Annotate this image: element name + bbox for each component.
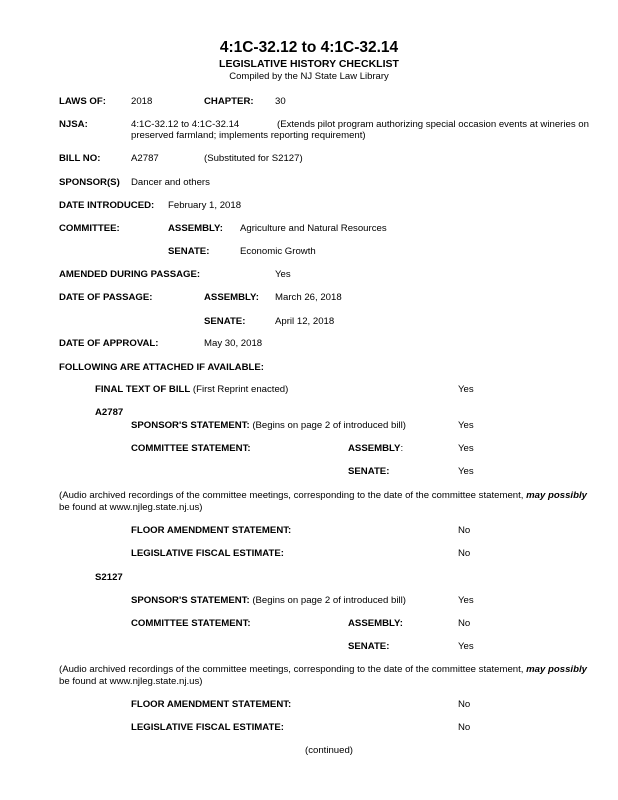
a2787-sponsor-statement-note: (Begins on page 2 of introduced bill) [252, 420, 406, 431]
passage-assembly-label: ASSEMBLY: [204, 292, 259, 303]
a2787-heading: A2787 [95, 407, 124, 418]
page-title: 4:1C-32.12 to 4:1C-32.14 [219, 39, 399, 56]
a2787-sponsor-statement-value: Yes [458, 420, 474, 431]
s2127-sponsor-statement-row [131, 595, 406, 607]
a2787-audio-note-text: (Audio archived recordings of the committee meetings, corresponding to the date of the committee statement, [59, 490, 524, 501]
passage-senate-value: April 12, 2018 [275, 316, 335, 327]
s2127-sponsor-statement-value: Yes [458, 595, 474, 606]
a2787-floor-amendment-value: No [458, 525, 471, 536]
s2127-committee-assembly-value: No [458, 618, 471, 629]
s2127-fiscal-estimate-label: LEGISLATIVE FISCAL ESTIMATE: [131, 722, 284, 733]
a2787-sponsor-statement-row [131, 420, 406, 432]
s2127-sponsor-statement-label: SPONSOR'S STATEMENT: [131, 595, 250, 606]
a2787-committee-senate-value: Yes [458, 466, 474, 477]
njsa-description-line1: (Extends pilot program authorizing special occasion events at wineries on [277, 119, 589, 130]
laws-of-value: 2018 [131, 96, 153, 107]
page-subtitle: LEGISLATIVE HISTORY CHECKLIST [219, 58, 399, 70]
s2127-committee-senate-value: Yes [458, 641, 474, 652]
date-of-approval-value: May 30, 2018 [204, 338, 263, 349]
s2127-floor-amendment-label: FLOOR AMENDMENT STATEMENT: [131, 699, 292, 710]
passage-assembly-value: March 26, 2018 [275, 292, 342, 303]
s2127-audio-note-line2: be found at www.njleg.state.nj.us) [59, 676, 203, 687]
s2127-heading: S2127 [95, 572, 123, 583]
committee-assembly-value: Agriculture and Natural Resources [240, 223, 387, 234]
final-text-value: Yes [458, 384, 474, 395]
sponsor-label: SPONSOR(S) [59, 177, 120, 188]
chapter-value: 30 [275, 96, 286, 107]
a2787-fiscal-estimate-value: No [458, 548, 471, 559]
committee-senate-value: Economic Growth [240, 246, 316, 257]
s2127-audio-note-text: (Audio archived recordings of the committee meetings, corresponding to the date of the committee statement, [59, 664, 524, 675]
date-of-passage-label: DATE OF PASSAGE: [59, 292, 153, 303]
a2787-committee-assembly-label: ASSEMBLY [348, 443, 401, 454]
attached-heading: FOLLOWING ARE ATTACHED IF AVAILABLE: [59, 362, 264, 373]
a2787-committee-assembly-value: Yes [458, 443, 474, 454]
s2127-fiscal-estimate-value: No [458, 722, 471, 733]
date-introduced-label: DATE INTRODUCED: [59, 200, 155, 211]
a2787-fiscal-estimate-label: LEGISLATIVE FISCAL ESTIMATE: [131, 548, 284, 559]
a2787-audio-note-emphasis: may possibly [526, 490, 587, 501]
s2127-floor-amendment-value: No [458, 699, 471, 710]
a2787-committee-statement-label: COMMITTEE STATEMENT: [131, 443, 251, 454]
njsa-description-line2: preserved farmland; implements reporting requirement) [131, 130, 366, 141]
a2787-audio-note-line2: be found at www.njleg.state.nj.us) [59, 502, 203, 513]
s2127-sponsor-statement-note: (Begins on page 2 of introduced bill) [252, 595, 406, 606]
chapter-label: CHAPTER: [204, 96, 254, 107]
sponsor-value: Dancer and others [131, 177, 210, 188]
s2127-audio-note-line1 [59, 664, 587, 676]
amended-value: Yes [275, 269, 291, 280]
committee-assembly-label: ASSEMBLY: [168, 223, 223, 234]
bill-no-value: A2787 [131, 153, 159, 164]
compiled-by: Compiled by the NJ State Law Library [229, 71, 389, 82]
a2787-sponsor-statement-label: SPONSOR'S STATEMENT: [131, 420, 250, 431]
a2787-floor-amendment-label: FLOOR AMENDMENT STATEMENT: [131, 525, 292, 536]
s2127-committee-statement-label: COMMITTEE STATEMENT: [131, 618, 251, 629]
s2127-committee-senate-label: SENATE: [348, 641, 390, 652]
final-text-label: FINAL TEXT OF BILL [95, 384, 191, 395]
njsa-value: 4:1C-32.12 to 4:1C-32.14 [131, 119, 240, 130]
bill-no-label: BILL NO: [59, 153, 101, 164]
laws-of-label: LAWS OF: [59, 96, 106, 107]
committee-senate-label: SENATE: [168, 246, 210, 257]
date-introduced-value: February 1, 2018 [168, 200, 242, 211]
s2127-audio-note-emphasis: may possibly [526, 664, 587, 675]
final-text-row [95, 384, 288, 396]
a2787-audio-note-line1 [59, 490, 587, 502]
date-of-approval-label: DATE OF APPROVAL: [59, 338, 159, 349]
final-text-note: (First Reprint enacted) [192, 384, 289, 395]
continued-note: (continued) [305, 745, 353, 756]
s2127-committee-assembly-label: ASSEMBLY: [348, 618, 403, 629]
passage-senate-label: SENATE: [204, 316, 246, 327]
a2787-committee-senate-label: SENATE: [348, 466, 390, 477]
bill-no-note: (Substituted for S2127) [204, 153, 303, 164]
amended-label: AMENDED DURING PASSAGE: [59, 269, 201, 280]
a2787-committee-assembly-row: ASSEMBLY: [348, 443, 404, 454]
committee-label: COMMITTEE: [59, 223, 120, 234]
njsa-label: NJSA: [59, 119, 88, 130]
